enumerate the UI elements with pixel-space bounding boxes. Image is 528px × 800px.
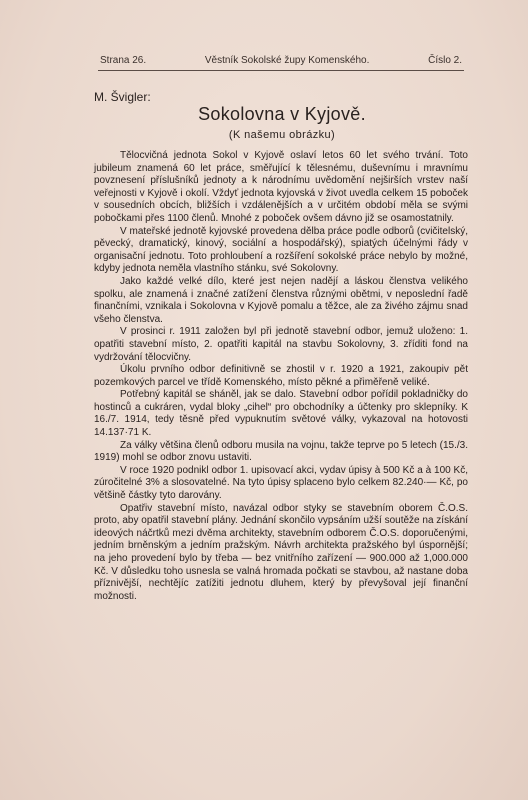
paragraph: V roce 1920 podnikl odbor 1. upisovací akci, vydav úpisy à 500 Kč a à 100 Kč, zúročitelné 3% a slosovatelné. Na tyto úpisy splaceno bylo celkem 82.240·— Kč, po většině částky tyto darovány. <box>94 464 468 502</box>
header-divider <box>98 70 464 71</box>
issue-number: Číslo 2. <box>428 55 462 66</box>
article-author: M. Švigler: <box>94 90 151 104</box>
article-subtitle: (K našemu obrázku) <box>228 129 336 141</box>
paragraph: Opatřiv stavební místo, navázal odbor styky se stavebním oborem Č.O.S. proto, aby opatřil stavební plány. Jednání skončilo vypsáním užší soutěže na získání ideových náčrtků mezi dvěma architekty, stavebním odborem Č.O.S. doporučenými, jedním brněnským a jedním pražským. Návrh architekta pražského byl úspornější; na jeho provedení bylo by třeba — bez vnitřního zařízení — 900.000 až 1,000.000 Kč. V důsledku toho usnesla se valná hromada počkati se stavbou, až nastane doba příznivější, nechtějíc zatížiti jednotu dluhem, který by převyšoval její finanční možnosti. <box>94 502 468 602</box>
paragraph: Úkolu prvního odbor definitivně se zhostil v r. 1920 a 1921, zakoupiv pět pozemkových parcel ve třídě Komenského, místo pěkné a přiměřeně veliké. <box>94 364 468 388</box>
paragraph: Jako každé velké dílo, které jest nejen nadějí a láskou členstva velikého spolku, ale znamená i značné zatížení členstva různými obětmi, v neposlední řadě finančními, vznikala i Sokolovna v Kyjově pomalu a těžce, ale za živého zájmu snad všeho členstva. <box>94 275 468 325</box>
journal-title: Věstník Sokolské župy Komenského. <box>204 55 370 66</box>
running-header <box>100 55 462 66</box>
page-number: Strana 26. <box>100 55 147 66</box>
paragraph: Za války většina členů odboru musila na vojnu, takže teprve po 5 letech (15./3. 1919) mohl se odbor znovu ustaviti. <box>94 439 468 464</box>
paragraph: Tělocvičná jednota Sokol v Kyjově oslaví letos 60 let svého trvání. Toto jubileum znamená 60 let práce, směřující k tělesnému, duševnímu i mravnímu povznesení příslušníků jednoty a k národnímu uvědomění nejširších vrstev naší veřejnosti v Kyjově i okolí. Vždyť jednota kyjovská v život uvedla celkem 15 poboček v sousedních obcích, bližších i vzdálenějších a v určitém období měla se svými pobočkami přes 1100 členů. Mnohé z poboček ovšem dávno již se osamostatnily. <box>94 150 468 224</box>
article-body <box>94 150 468 603</box>
paragraph: V prosinci r. 1911 založen byl při jednotě stavební odbor, jemuž uloženo: 1. opatřiti stavební místo, 2. opatřiti kapitál na stavbu Sokolovny, 3. zříditi fond na vydržování tělocvičny. <box>94 326 468 363</box>
paragraph: Potřebný kapitál se sháněl, jak se dalo. Stavební odbor pořídil pokladničky do hostinců a cukráren, vydal bloky „cihel“ pro obchodníky a účtenky pro sklepníky. K 16./7. 1914, tedy těsně před vypuknutím světové války, vykazoval na hotovosti 14.137·71 K. <box>94 389 468 439</box>
article-title: Sokolovna v Kyjově. <box>198 104 366 124</box>
paragraph: V mateřské jednotě kyjovské provedena dělba práce podle odborů (cvičitelský, pěvecký, dramatický, kinový, sociální a hospodářský), spiatých účelnými řády v organisační jednotu. Toto prohloubení a rozšíření sokolské práce nebylo by možné, kdyby jednota neměla vlastního stánku, své Sokolovny. <box>94 225 468 275</box>
